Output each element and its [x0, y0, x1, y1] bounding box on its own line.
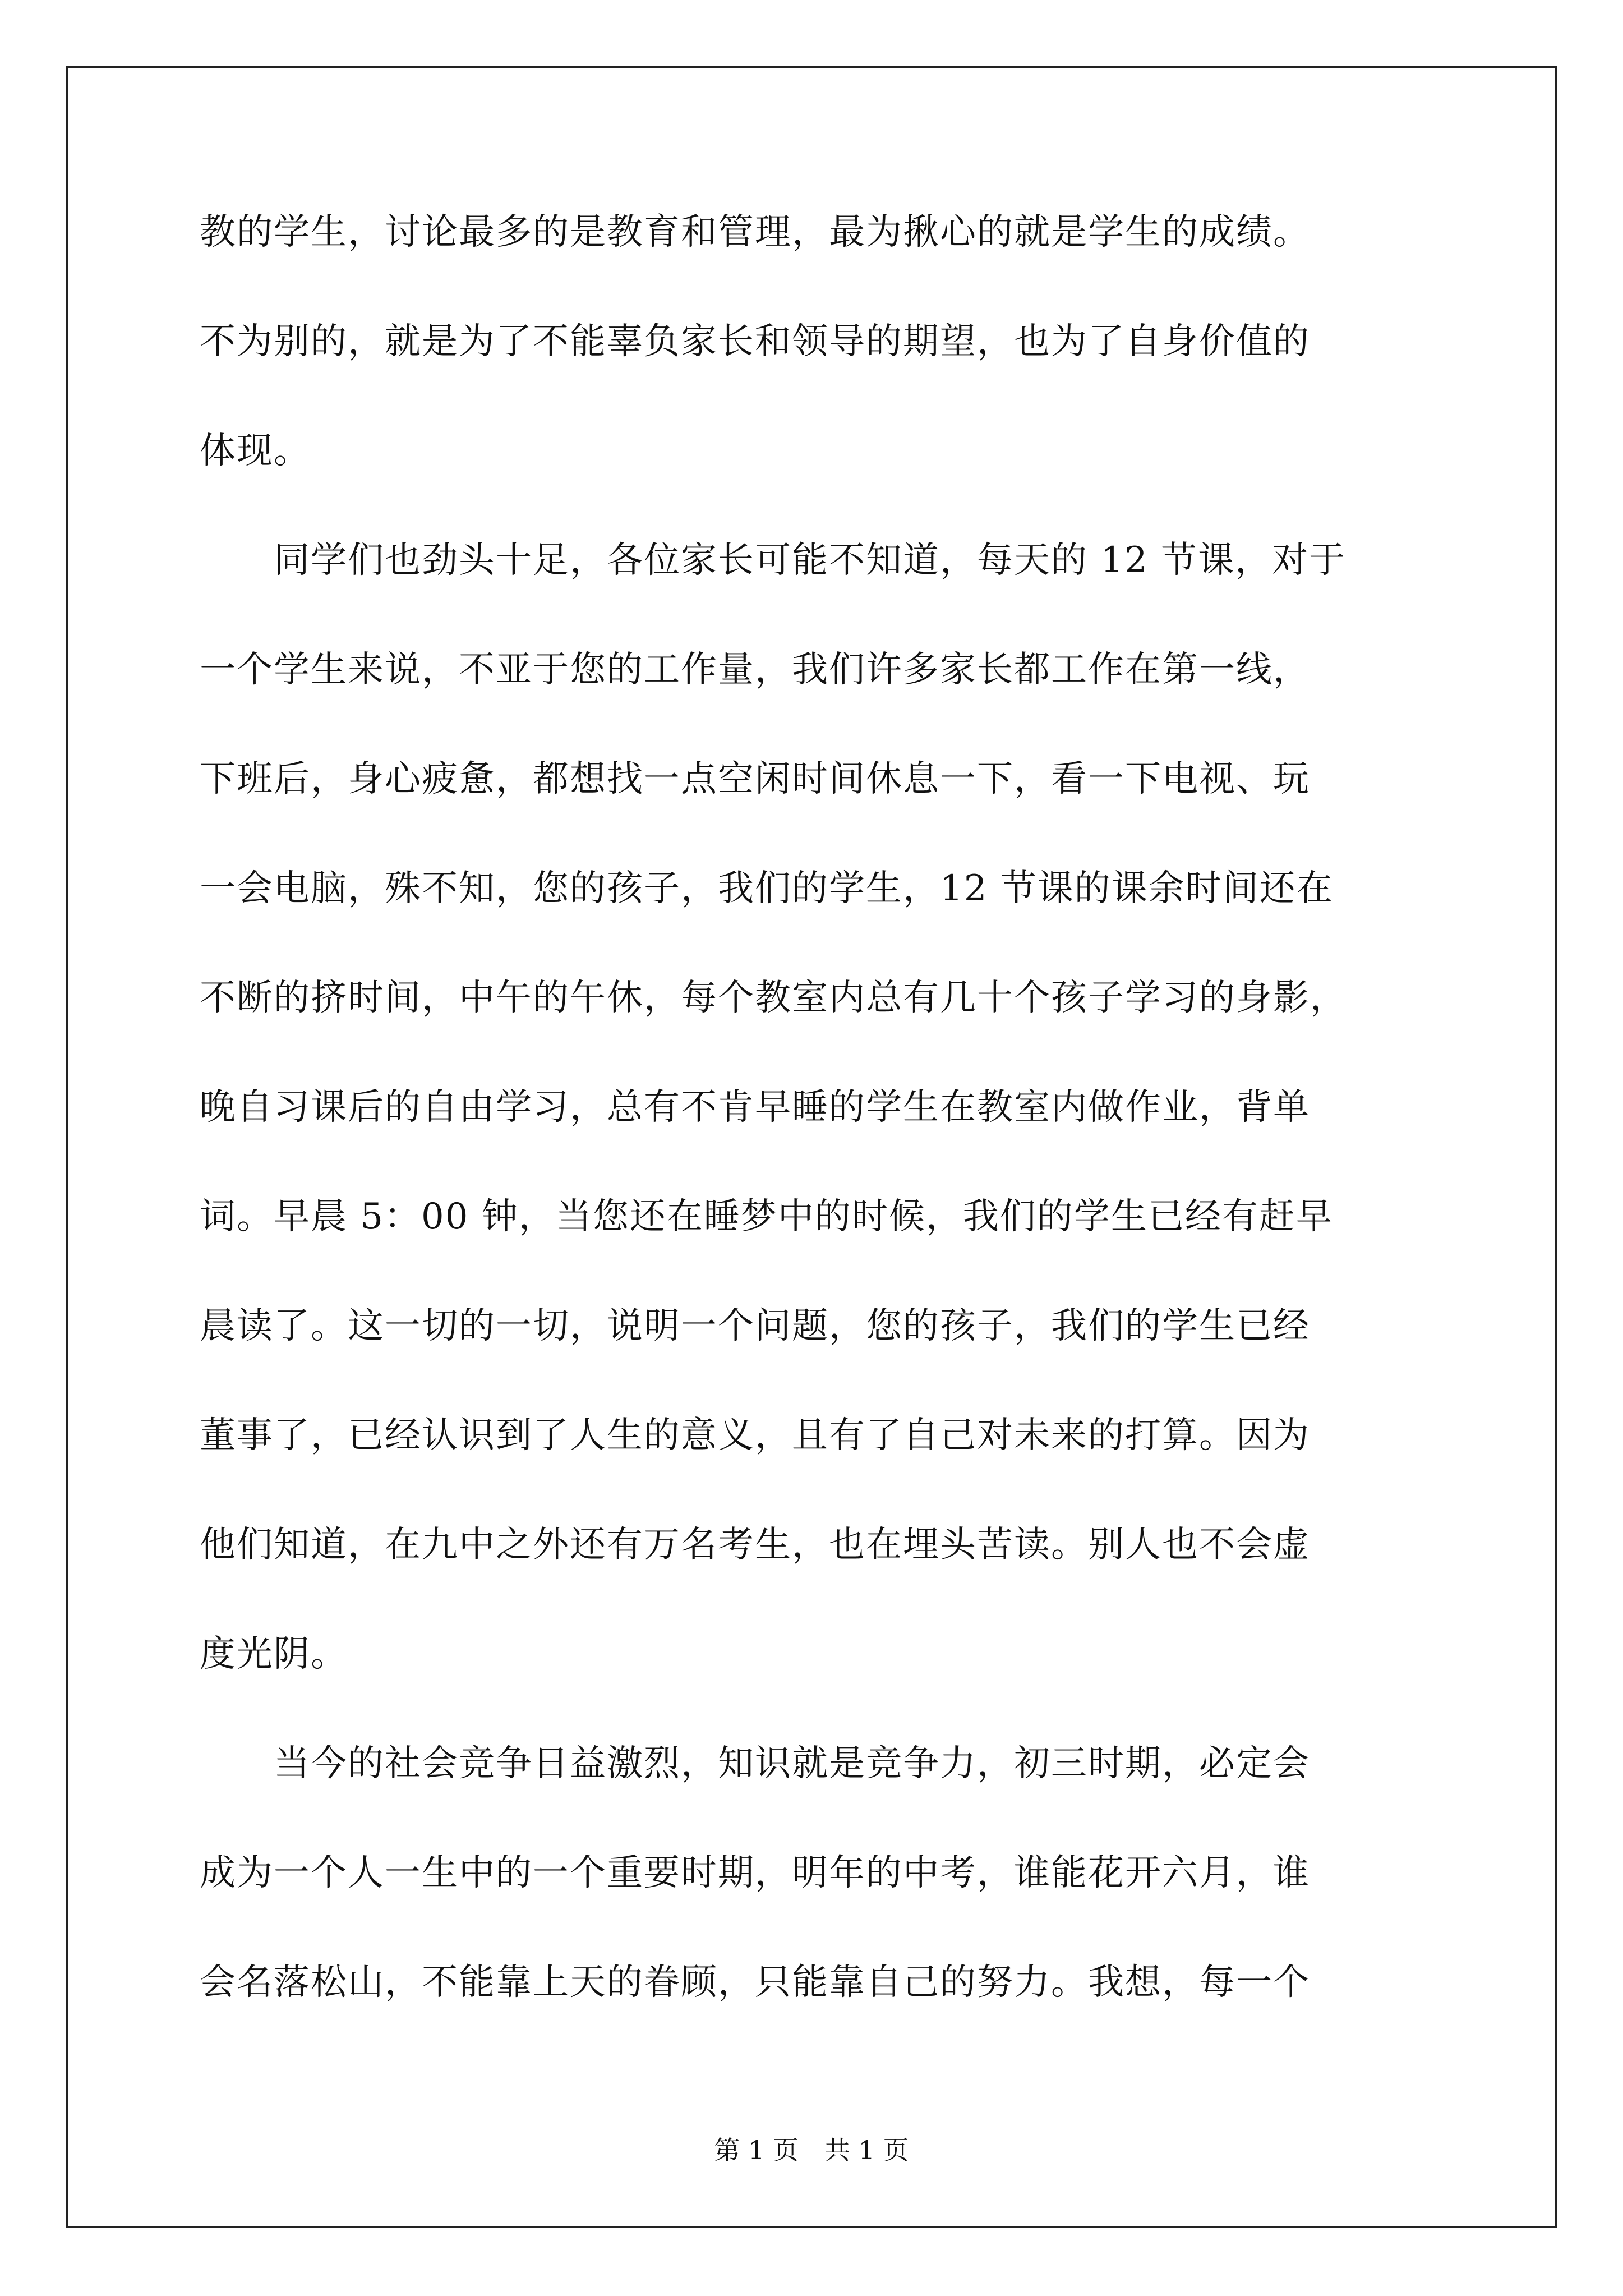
- text-line: 会名落松山，不能靠上天的眷顾，只能靠自己的努力。我想，每一个: [200, 1962, 1310, 2003]
- text-line: 一个学生来说，不亚于您的工作量，我们许多家长都工作在第一线，: [200, 649, 1310, 691]
- text-line: 词。早晨 5：00 钟，当您还在睡梦中的时候，我们的学生已经有赶早: [200, 1196, 1333, 1237]
- text-line: 度光阴。: [200, 1634, 348, 1675]
- text-line: 不为别的，就是为了不能辜负家长和领导的期望，也为了自身价值的: [200, 321, 1310, 362]
- text-line: 成为一个人一生中的一个重要时期，明年的中考，谁能花开六月，谁: [200, 1852, 1310, 1894]
- text-line: 下班后，身心疲惫，都想找一点空闲时间休息一下，看一下电视、玩: [200, 758, 1310, 800]
- text-line: 体现。: [200, 430, 311, 472]
- text-line: 不断的挤时间，中午的午休，每个教室内总有几十个孩子学习的身影，: [200, 977, 1347, 1019]
- page-number-total: 共 1 页: [824, 2135, 909, 2165]
- text-line: 他们知道，在九中之外还有万名考生，也在埋头苦读。别人也不会虚: [200, 1524, 1310, 1566]
- text-line: 同学们也劲头十足，各位家长可能不知道，每天的 12 节课，对于: [200, 540, 1347, 581]
- text-line: 一会电脑，殊不知，您的孩子，我们的学生，12 节课的课余时间还在: [200, 868, 1334, 909]
- page-footer: [0, 2136, 1623, 2164]
- text-line: 晨读了。这一切的一切，说明一个问题，您的孩子，我们的学生已经: [200, 1305, 1310, 1347]
- document-body: [200, 211, 1433, 2074]
- page-number-current: 第 1 页: [714, 2135, 799, 2165]
- text-line: 教的学生，讨论最多的是教育和管理，最为揪心的就是学生的成绩。: [200, 211, 1310, 253]
- text-line: 董事了，已经认识到了人生的意义，且有了自己对未来的打算。因为: [200, 1415, 1310, 1456]
- text-line: 当今的社会竞争日益激烈，知识就是竞争力，初三时期，必定会: [200, 1743, 1310, 1784]
- text-line: 晚自习课后的自由学习，总有不肯早睡的学生在教室内做作业，背单: [200, 1087, 1310, 1128]
